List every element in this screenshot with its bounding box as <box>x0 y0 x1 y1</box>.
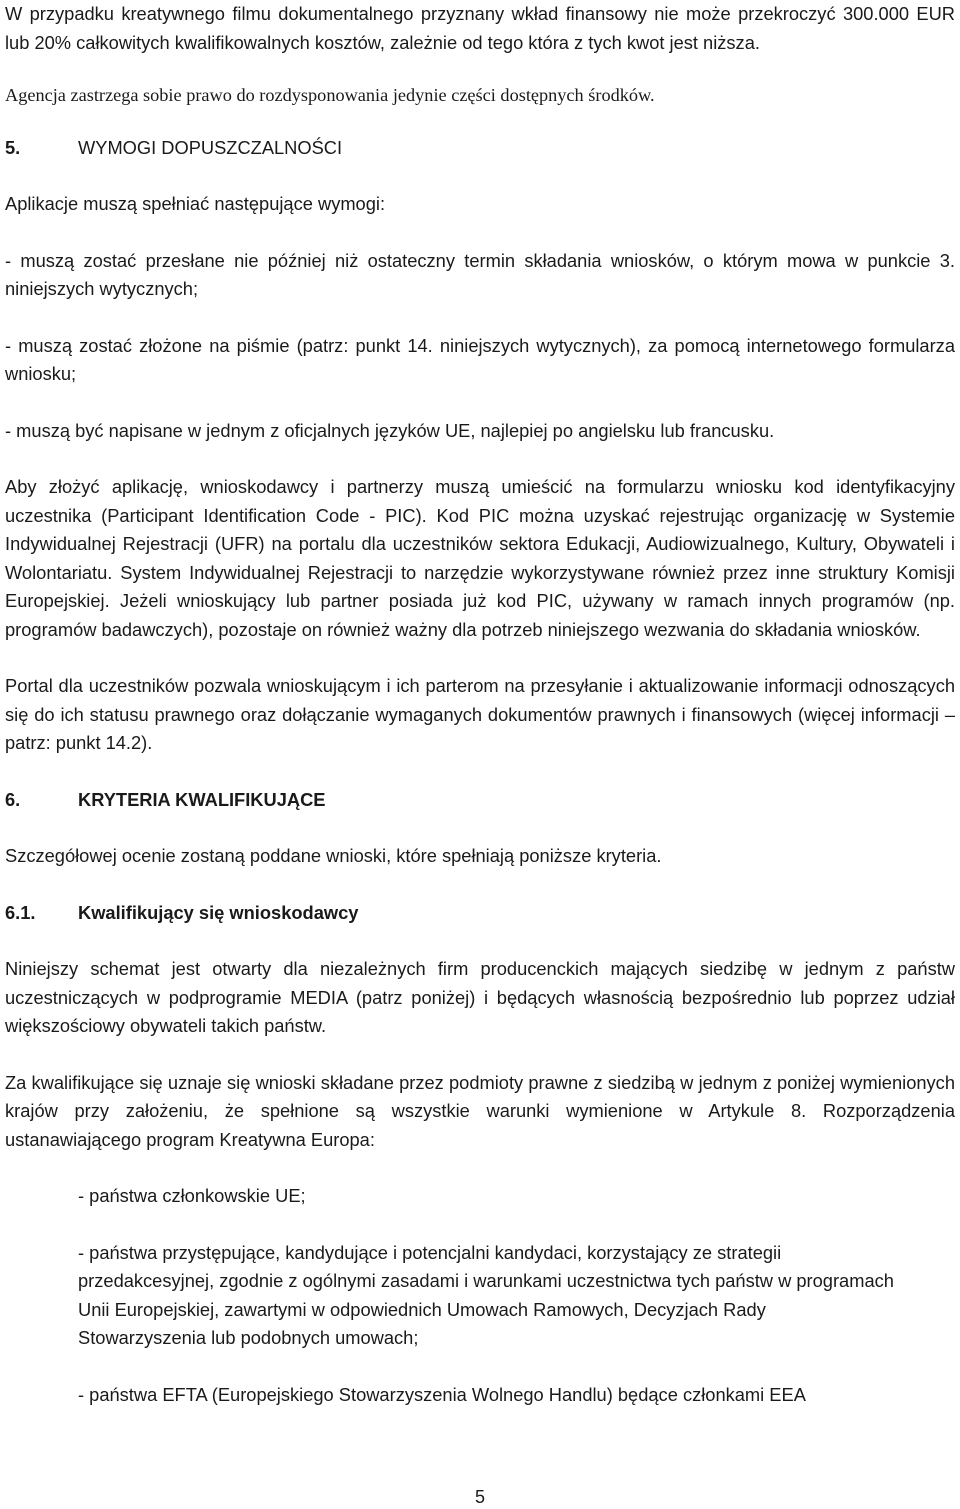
page-number: 5 <box>474 1487 485 1507</box>
section-5-title: WYMOGI DOPUSZCZALNOŚCI <box>78 136 343 158</box>
section-5-heading <box>5 134 955 163</box>
section-6-1-number: 6.1. <box>5 901 36 923</box>
document-page <box>5 0 955 1409</box>
paragraph-scheme: Niniejszy schemat jest otwarty dla niezależnych firm producenckich mających siedzibę w jednym z państw uczestniczących w podprogramie MEDIA (patrz poniżej) i będących własnością bezpośrednio lub poprzez udział większościowy obywateli takich państw. <box>5 958 955 1036</box>
requirement-item: - muszą zostać przesłane nie później niż ostateczny termin składania wniosków, o którym mowa w punkcie 3. niniejszych wytycznych; <box>5 249 955 299</box>
requirement-item: - muszą zostać złożone na piśmie (patrz: punkt 14. niniejszych wytycznych), za pomocą internetowego formularza wniosku; <box>5 334 955 384</box>
country-item: - państwa członkowskie UE; <box>78 1185 306 1206</box>
paragraph-portal: Portal dla uczestników pozwala wnioskującym i ich parterom na przesyłanie i aktualizowanie informacji odnoszących się do ich statusu prawnego oraz dołączanie wymaganych dokumentów prawnych i finansowych (więcej informacji – patrz: punkt 14.2). <box>5 675 955 753</box>
section-6-1-title: Kwalifikujący się wnioskodawcy <box>78 901 359 923</box>
requirement-item: - muszą być napisane w jednym z oficjalnych języków UE, najlepiej po angielsku lub francusku. <box>5 419 775 441</box>
section-5-number: 5. <box>5 136 21 158</box>
paragraph-intro-limit: W przypadku kreatywnego filmu dokumentalnego przyznany wkład finansowy nie może przekroczyć 300.000 EUR lub 20% całkowitych kwalifikowalnych kosztów, zależnie od tego która z tych kwot jest niższa. <box>5 3 955 53</box>
section-6-lead: Szczegółowej ocenie zostaną poddane wnioski, które spełniają poniższe kryteria. <box>5 845 662 866</box>
country-item: - państwa EFTA (Europejskiego Stowarzyszenia Wolnego Handlu) będące członkami EEA <box>78 1383 806 1405</box>
paragraph-pic: Aby złożyć aplikację, wnioskodawcy i partnerzy muszą umieścić na formularzu wniosku kod identyfikacyjny uczestnika (Participant Identification Code - PIC). Kod PIC można uzyskać rejestrując organizację w Systemie Indywidualnej Rejestracji (UFR) na portalu dla uczestników sektora Edukacji, Audiowizualnego, Kultury, Obywateli i Wolontariatu. System Indywidualnej Rejestracji to narzędzie wykorzystywane również przez inne struktury Komisji Europejskiej. Jeżeli wnioskujący lub partner posiada już kod PIC, używany w ramach innych programów (np. programów badawczych), pozostaje on również ważny dla potrzeb niniejszego wezwania do składania wniosków. <box>5 476 955 640</box>
section-6-heading <box>5 786 955 815</box>
paragraph-eligible: Za kwalifikujące się uznaje się wnioski składane przez podmioty prawne z siedzibą w jednym z poniżej wymienionych krajów przy założeniu, że spełnione są wszystkie warunki wymienione w Artykule 8. Rozporządzenia ustanawiającego program Kreatywna Europa: <box>5 1071 955 1150</box>
section-6-number: 6. <box>5 788 21 810</box>
section-6-1-heading <box>5 899 955 928</box>
section-5-lead: Aplikacje muszą spełniać następujące wymogi: <box>5 193 386 214</box>
paragraph-agency-reserve: Agencja zastrzega sobie prawo do rozdysponowania jedynie części dostępnych środków. <box>5 85 655 105</box>
country-item: - państwa przystępujące, kandydujące i potencjalni kandydaci, korzystający ze strategii przedakcesyjnej, zgodnie z ogólnymi zasadami i warunkami uczestnictwa tych państw w programach Unii Europejskiej, zawartymi w odpowiednich Umowach Ramowych, Decyzjach Rady Stowarzyszenia lub podobnych umowach; <box>78 1241 894 1348</box>
section-6-title: KRYTERIA KWALIFIKUJĄCE <box>78 788 326 810</box>
